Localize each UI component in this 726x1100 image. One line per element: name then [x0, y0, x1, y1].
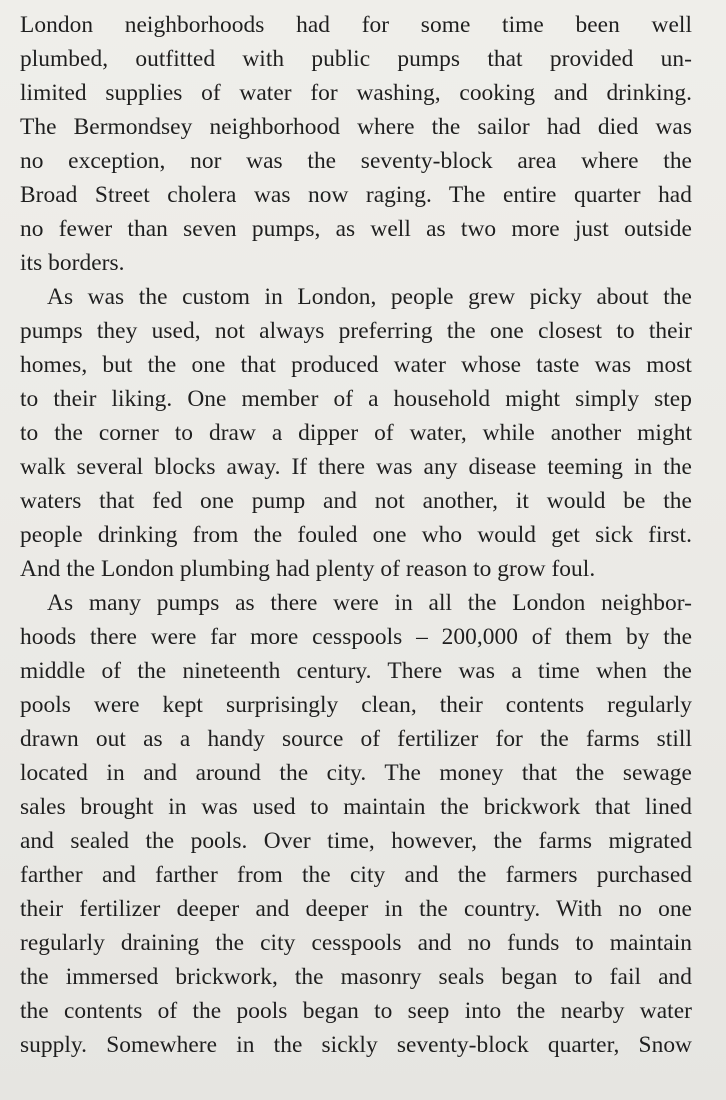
text-line: supply. Somewhere in the sickly seventy-block quarter, Snow	[20, 1032, 692, 1058]
text-line: Broad Street cholera was now raging. The entire quarter had	[20, 182, 692, 208]
text-line: middle of the nineteenth century. There was a time when the	[20, 658, 692, 684]
text-line: pools were kept surprisingly clean, their contents regularly	[20, 692, 692, 718]
text-line: plumbed, outfitted with public pumps that provided un-	[20, 46, 692, 72]
text-line: the contents of the pools began to seep into the nearby water	[20, 998, 692, 1024]
text-line: and sealed the pools. Over time, however, the farms migrated	[20, 828, 692, 854]
text-line: homes, but the one that produced water whose taste was most	[20, 352, 692, 378]
text-line: no exception, nor was the seventy-block area where the	[20, 148, 692, 174]
paragraph	[20, 280, 726, 586]
text-line: limited supplies of water for washing, cooking and drinking.	[20, 80, 692, 106]
text-line: to the corner to draw a dipper of water, while another might	[20, 420, 692, 446]
text-line: And the London plumbing had plenty of reason to grow foul.	[20, 556, 596, 582]
text-line: sales brought in was used to maintain the brickwork that lined	[20, 794, 692, 820]
text-line: The Bermondsey neighborhood where the sailor had died was	[20, 114, 692, 140]
text-line: As was the custom in London, people grew picky about the	[47, 284, 692, 310]
text-line: people drinking from the fouled one who would get sick first.	[20, 522, 692, 548]
text-line: London neighborhoods had for some time been well	[20, 12, 692, 38]
text-line: its borders.	[20, 250, 125, 276]
text-line: located in and around the city. The money that the sewage	[20, 760, 692, 786]
paragraph	[20, 586, 726, 1062]
text-line: no fewer than seven pumps, as well as two more just outside	[20, 216, 692, 242]
text-line: to their liking. One member of a household might simply step	[20, 386, 692, 412]
text-line: walk several blocks away. If there was any disease teeming in the	[20, 454, 692, 480]
text-line: pumps they used, not always preferring the one closest to their	[20, 318, 692, 344]
text-line: farther and farther from the city and the farmers purchased	[20, 862, 692, 888]
paragraph	[20, 8, 726, 280]
text-line: their fertilizer deeper and deeper in the country. With no one	[20, 896, 692, 922]
text-line: hoods there were far more cesspools – 200,000 of them by the	[20, 624, 692, 650]
text-line: regularly draining the city cesspools and no funds to maintain	[20, 930, 692, 956]
text-line: the immersed brickwork, the masonry seals began to fail and	[20, 964, 692, 990]
text-line: As many pumps as there were in all the London neighbor-	[47, 590, 692, 616]
text-line: drawn out as a handy source of fertilizer for the farms still	[20, 726, 692, 752]
text-line: waters that fed one pump and not another, it would be the	[20, 488, 692, 514]
